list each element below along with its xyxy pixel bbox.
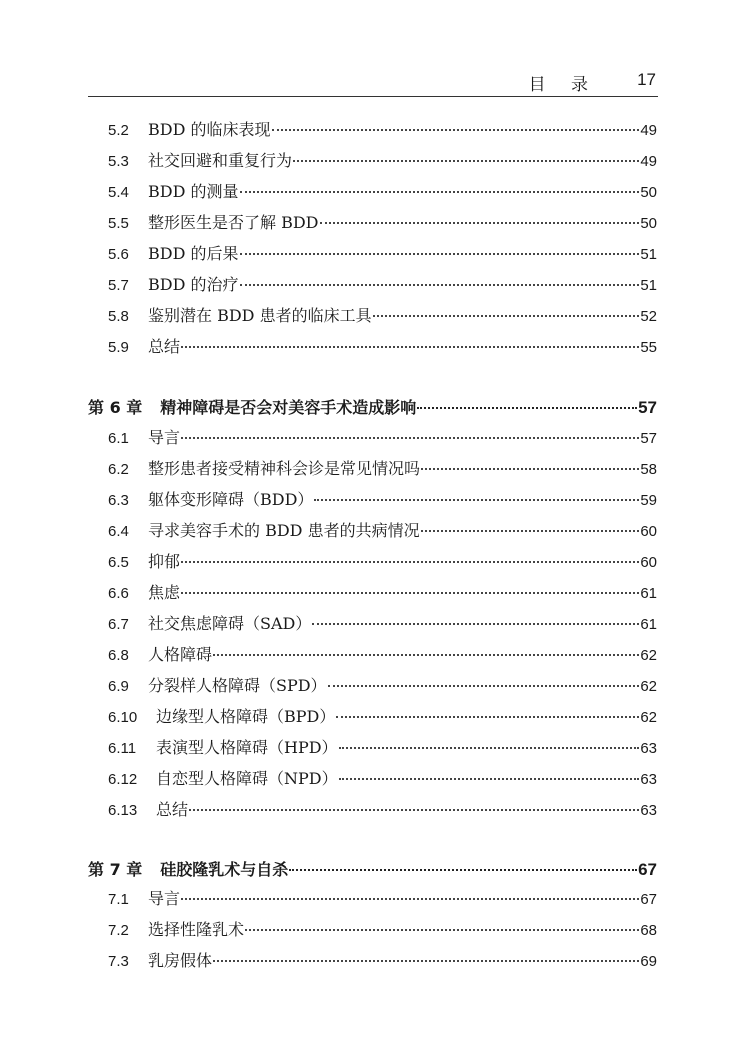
section-number: 6.3 bbox=[108, 492, 129, 509]
section-number: 5.9 bbox=[108, 339, 129, 356]
dot-leader bbox=[312, 623, 639, 625]
section-number: 6.6 bbox=[108, 585, 129, 602]
page-number: 57 bbox=[638, 398, 657, 417]
toc-section-entry bbox=[88, 182, 657, 203]
section-number: 5.3 bbox=[108, 153, 129, 170]
page-number: 50 bbox=[640, 215, 657, 232]
section-number: 6.9 bbox=[108, 678, 129, 695]
section-number: 5.4 bbox=[108, 184, 129, 201]
dot-leader bbox=[339, 747, 640, 749]
section-title: 躯体变形障碍（BDD） bbox=[148, 490, 314, 509]
section-title: 边缘型人格障碍（BPD） bbox=[156, 707, 336, 726]
section-title: 社交焦虑障碍（SAD） bbox=[148, 614, 312, 633]
toc-section-entry bbox=[88, 490, 657, 511]
section-title: 导言 bbox=[148, 428, 181, 447]
chapter-title: 精神障碍是否会对美容手术造成影响 bbox=[160, 398, 417, 417]
toc-section-entry bbox=[88, 337, 657, 358]
page-number: 51 bbox=[640, 277, 657, 294]
page-number: 67 bbox=[640, 891, 657, 908]
dot-leader bbox=[328, 685, 640, 687]
section-title: 人格障碍 bbox=[148, 645, 213, 664]
page-number: 63 bbox=[640, 802, 657, 819]
toc-section-entry bbox=[88, 459, 657, 480]
page-number: 62 bbox=[640, 709, 657, 726]
section-number: 6.10 bbox=[108, 709, 138, 726]
section-number: 5.6 bbox=[108, 246, 129, 263]
page-number: 61 bbox=[640, 585, 657, 602]
dot-leader bbox=[289, 869, 637, 871]
toc-section-entry bbox=[88, 428, 657, 449]
page-number: 63 bbox=[640, 771, 657, 788]
section-title: BDD 的测量 bbox=[148, 182, 239, 201]
toc-section-entry bbox=[88, 738, 657, 759]
section-number: 5.2 bbox=[108, 122, 129, 139]
section-title: BDD 的治疗 bbox=[148, 275, 239, 294]
dot-leader bbox=[181, 346, 639, 348]
section-title: 总结 bbox=[148, 337, 181, 356]
toc-section-entry bbox=[88, 800, 657, 821]
section-title: 总结 bbox=[156, 800, 189, 819]
dot-leader bbox=[213, 960, 639, 962]
section-title: 社交回避和重复行为 bbox=[148, 151, 293, 170]
section-title: 表演型人格障碍（HPD） bbox=[156, 738, 338, 757]
running-header bbox=[88, 66, 658, 97]
page-number: 57 bbox=[640, 430, 657, 447]
page-number: 63 bbox=[640, 740, 657, 757]
page-number: 50 bbox=[640, 184, 657, 201]
dot-leader bbox=[181, 898, 639, 900]
section-title: 乳房假体 bbox=[148, 951, 213, 970]
section-title: 焦虑 bbox=[148, 583, 181, 602]
page-number: 62 bbox=[640, 647, 657, 664]
toc-section-entry bbox=[88, 951, 657, 972]
dot-leader bbox=[240, 191, 640, 193]
toc-section-entry bbox=[88, 306, 657, 327]
section-number: 6.5 bbox=[108, 554, 129, 571]
section-title: 抑郁 bbox=[148, 552, 181, 571]
section-number: 6.13 bbox=[108, 802, 138, 819]
dot-leader bbox=[293, 160, 639, 162]
chapter-number: 第 6 章 bbox=[88, 398, 143, 417]
dot-leader bbox=[272, 129, 640, 131]
section-number: 7.1 bbox=[108, 891, 129, 908]
toc-section-entry bbox=[88, 521, 657, 542]
dot-leader bbox=[421, 468, 639, 470]
page-number: 49 bbox=[640, 122, 657, 139]
section-title: 鉴别潜在 BDD 患者的临床工具 bbox=[148, 306, 372, 325]
chapter-number: 第 7 章 bbox=[88, 860, 143, 879]
page-number: 49 bbox=[640, 153, 657, 170]
dot-leader bbox=[421, 530, 640, 532]
toc-section-entry bbox=[88, 151, 657, 172]
dot-leader bbox=[339, 778, 640, 780]
toc-section-entry bbox=[88, 244, 657, 265]
chapter-title: 硅胶隆乳术与自杀 bbox=[160, 860, 289, 879]
section-number: 6.4 bbox=[108, 523, 129, 540]
section-number: 5.5 bbox=[108, 215, 129, 232]
toc-section-entry bbox=[88, 645, 657, 666]
header-title: 目 录 bbox=[528, 75, 598, 95]
dot-leader bbox=[189, 809, 639, 811]
toc-chapter-entry bbox=[88, 860, 657, 880]
section-number: 6.12 bbox=[108, 771, 138, 788]
toc-section-entry bbox=[88, 614, 657, 635]
toc-section-entry bbox=[88, 769, 657, 790]
section-number: 6.2 bbox=[108, 461, 129, 478]
page-number: 61 bbox=[640, 616, 657, 633]
section-title: 自恋型人格障碍（NPD） bbox=[156, 769, 338, 788]
toc-section-entry bbox=[88, 920, 657, 941]
dot-leader bbox=[373, 315, 640, 317]
dot-leader bbox=[245, 929, 639, 931]
page-number: 52 bbox=[640, 308, 657, 325]
section-title: 选择性隆乳术 bbox=[148, 920, 245, 939]
page-number: 59 bbox=[640, 492, 657, 509]
toc-section-entry bbox=[88, 120, 657, 141]
page-number: 58 bbox=[640, 461, 657, 478]
page-number: 51 bbox=[640, 246, 657, 263]
dot-leader bbox=[320, 222, 640, 224]
section-title: 整形患者接受精神科会诊是常见情况吗 bbox=[148, 459, 421, 478]
page-number: 60 bbox=[640, 523, 657, 540]
section-number: 6.1 bbox=[108, 430, 129, 447]
page-number: 68 bbox=[640, 922, 657, 939]
section-number: 6.11 bbox=[108, 740, 137, 757]
header-page-number: 17 bbox=[637, 70, 656, 89]
section-number: 6.8 bbox=[108, 647, 129, 664]
dot-leader bbox=[314, 499, 639, 501]
toc-section-entry bbox=[88, 213, 657, 234]
section-number: 7.2 bbox=[108, 922, 129, 939]
page-number: 62 bbox=[640, 678, 657, 695]
section-number: 5.7 bbox=[108, 277, 129, 294]
dot-leader bbox=[181, 437, 639, 439]
dot-leader bbox=[181, 561, 639, 563]
page-number: 69 bbox=[640, 953, 657, 970]
section-number: 6.7 bbox=[108, 616, 129, 633]
section-title: 导言 bbox=[148, 889, 181, 908]
section-number: 5.8 bbox=[108, 308, 129, 325]
page-number: 60 bbox=[640, 554, 657, 571]
toc-section-entry bbox=[88, 676, 657, 697]
section-number: 7.3 bbox=[108, 953, 129, 970]
section-title: BDD 的临床表现 bbox=[148, 120, 271, 139]
dot-leader bbox=[213, 654, 639, 656]
toc-section-entry bbox=[88, 275, 657, 296]
dot-leader bbox=[417, 407, 637, 409]
dot-leader bbox=[181, 592, 639, 594]
toc-section-entry bbox=[88, 889, 657, 910]
dot-leader bbox=[240, 253, 640, 255]
section-title: 寻求美容手术的 BDD 患者的共病情况 bbox=[148, 521, 420, 540]
toc-section-entry bbox=[88, 707, 657, 728]
toc-section-entry bbox=[88, 583, 657, 604]
page-number: 55 bbox=[640, 339, 657, 356]
page-number: 67 bbox=[638, 860, 657, 879]
section-title: 整形医生是否了解 BDD bbox=[148, 213, 319, 232]
toc-chapter-entry bbox=[88, 398, 657, 418]
toc-section-entry bbox=[88, 552, 657, 573]
section-title: BDD 的后果 bbox=[148, 244, 239, 263]
section-title: 分裂样人格障碍（SPD） bbox=[148, 676, 327, 695]
dot-leader bbox=[336, 716, 639, 718]
dot-leader bbox=[240, 284, 640, 286]
